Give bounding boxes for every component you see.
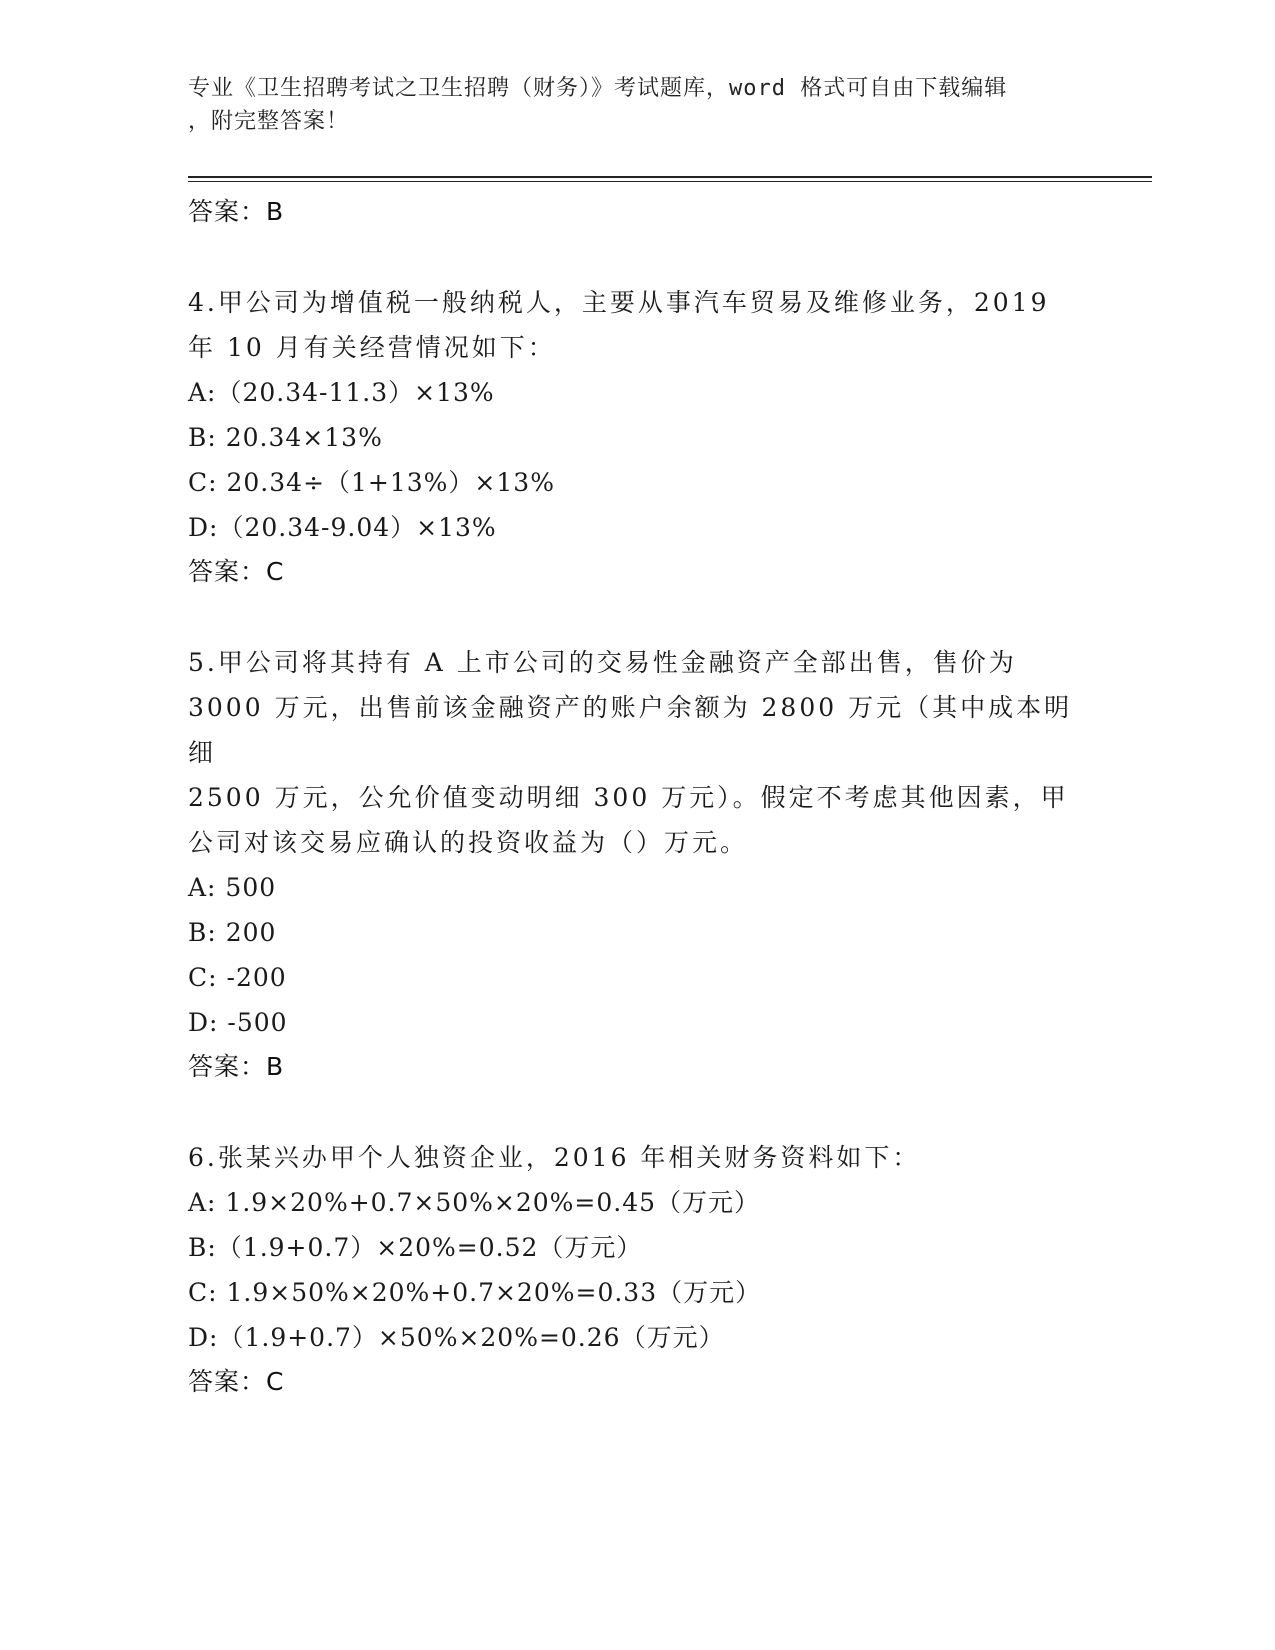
page-header — [188, 72, 1088, 138]
spacer — [188, 234, 1088, 280]
question-5 — [188, 640, 1088, 1089]
question-text — [188, 640, 1088, 865]
option-c: C: 1.9×50%×20%+0.7×20%=0.33（万元） — [188, 1278, 762, 1307]
option-c: C: -200 — [188, 963, 287, 992]
option-a: A:（20.34-11.3）×13% — [188, 378, 495, 407]
question-line: 公司对该交易应确认的投资收益为（）万元。 — [188, 828, 749, 857]
answer-line: 答案：C — [188, 557, 285, 586]
spacer — [188, 1089, 1088, 1135]
question-line: 4.甲公司为增值税一般纳税人，主要从事汽车贸易及维修业务，2019 — [188, 288, 1050, 317]
option-b: B: 200 — [188, 918, 277, 947]
question-line: 5.甲公司将其持有 A 上市公司的交易性金融资产全部出售，售价为 — [188, 648, 1017, 677]
option-a: A: 1.9×20%+0.7×50%×20%=0.45（万元） — [188, 1188, 761, 1217]
header-divider-thin — [188, 181, 1152, 182]
option-b: B:（1.9+0.7）×20%=0.52（万元） — [188, 1233, 643, 1262]
answer-line: 答案：B — [188, 197, 285, 226]
question-list — [188, 190, 1088, 1404]
question-6 — [188, 1135, 1088, 1404]
question-4 — [188, 280, 1088, 594]
answer-line: 答案：C — [188, 1367, 285, 1396]
question-text — [188, 280, 1088, 370]
question-text — [188, 1135, 1088, 1180]
header-line-1: 专业《卫生招聘考试之卫生招聘（财务）》考试题库，word 格式可自由下载编辑 — [188, 76, 1008, 101]
answer-line: 答案：B — [188, 1052, 285, 1081]
question-line: 6.张某兴办甲个人独资企业，2016 年相关财务资料如下： — [188, 1143, 921, 1172]
option-d: D:（1.9+0.7）×50%×20%=0.26（万元） — [188, 1323, 725, 1352]
question-line: 3000 万元，出售前该金融资产的账户余额为 2800 万元（其中成本明细 — [188, 693, 1073, 767]
option-d: D: -500 — [188, 1008, 288, 1037]
option-d: D:（20.34-9.04）×13% — [188, 513, 497, 542]
answer-block-prev — [188, 190, 1088, 234]
option-b: B: 20.34×13% — [188, 423, 383, 452]
header-divider-thick — [188, 176, 1152, 178]
option-c: C: 20.34÷（1+13%）×13% — [188, 468, 555, 497]
header-line-2: ，附完整答案！ — [188, 109, 350, 134]
question-line: 年 10 月有关经营情况如下： — [188, 333, 556, 362]
spacer — [188, 594, 1088, 640]
option-a: A: 500 — [188, 873, 277, 902]
question-line: 2500 万元，公允价值变动明细 300 万元）。假定不考虑其他因素，甲 — [188, 783, 1069, 812]
